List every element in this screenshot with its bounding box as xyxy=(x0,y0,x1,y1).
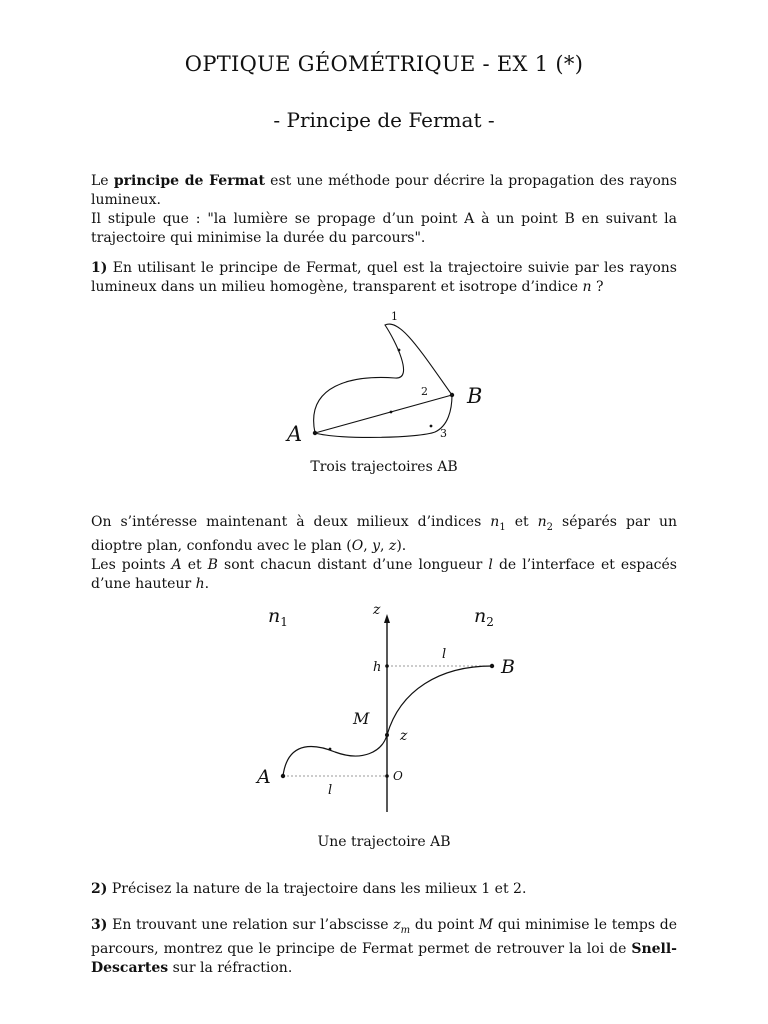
question-2: 2) Précisez la nature de la trajectoire dans les milieux 1 et 2. xyxy=(91,881,527,897)
n1-label: $n_1$ xyxy=(268,605,288,629)
question-3-number: 3) xyxy=(91,917,108,933)
a-label: A xyxy=(257,766,271,788)
question-1: 1) En utilisant le principe de Fermat, quel est la trajectoire suivie par les rayons lumineux dans un milieu homogène, transparent et isotrope d’indice n ? xyxy=(91,260,677,295)
m-label: M xyxy=(353,709,370,728)
l-bottom-label: l xyxy=(328,783,333,798)
point-m xyxy=(385,733,389,737)
question-2-number: 2) xyxy=(91,881,108,897)
fermat-bold: principe de Fermat xyxy=(113,173,265,189)
axis-label-z: z xyxy=(373,602,381,618)
h-label: h xyxy=(373,660,382,675)
intro-paragraph: Le principe de Fermat est une méthode pour décrire la propagation des rayons lumineux. Il stipule que : "la lumière se propage d’un point A à un point B en suivant la trajectoire qui minimise la durée du parcours". xyxy=(91,173,677,246)
z-label: z xyxy=(400,728,408,744)
o-label: O xyxy=(393,769,403,783)
label-b: B xyxy=(467,384,483,408)
page-subtitle: - Principe de Fermat - xyxy=(273,108,495,132)
b-label: B xyxy=(501,656,515,678)
page-title: OPTIQUE GÉOMÉTRIQUE - EX 1 (*) xyxy=(184,52,584,76)
axis-arrowhead xyxy=(384,614,390,623)
figure-1-caption: Trois trajectoires AB xyxy=(310,459,458,475)
point-o xyxy=(385,774,389,778)
point-a xyxy=(281,774,285,778)
point-b xyxy=(490,664,494,668)
curve-label-2: 2 xyxy=(421,385,428,398)
figure-2-caption: Une trajectoire AB xyxy=(317,834,451,850)
n2-label: $n_2$ xyxy=(474,605,494,629)
curve-label-3: 3 xyxy=(440,427,447,440)
snell-descartes-bold: Snell-Descartes xyxy=(91,940,677,976)
arrow-mark xyxy=(329,748,332,751)
context-paragraph: On s’intéresse maintenant à deux milieux d’indices $n_1$ et $n_2$ séparés par un dioptre plan, confondu avec le plan (O, y, z). Les points A et B sont chacun distant d’une longueur l de l’interface et espacés d’une hauteur h. xyxy=(91,514,678,592)
l-top-label: l xyxy=(442,647,447,662)
question-1-number: 1) xyxy=(91,260,108,276)
curve-label-1: 1 xyxy=(391,310,398,323)
point-h xyxy=(385,664,389,668)
label-a: A xyxy=(287,422,303,446)
question-3: 3) En trouvant une relation sur l’abscisse $z_m$ du point M qui minimise le temps de parcours, montrez que le principe de Fermat permet de retrouver la loi de Snell-Descartes sur la réfraction. xyxy=(91,917,677,976)
